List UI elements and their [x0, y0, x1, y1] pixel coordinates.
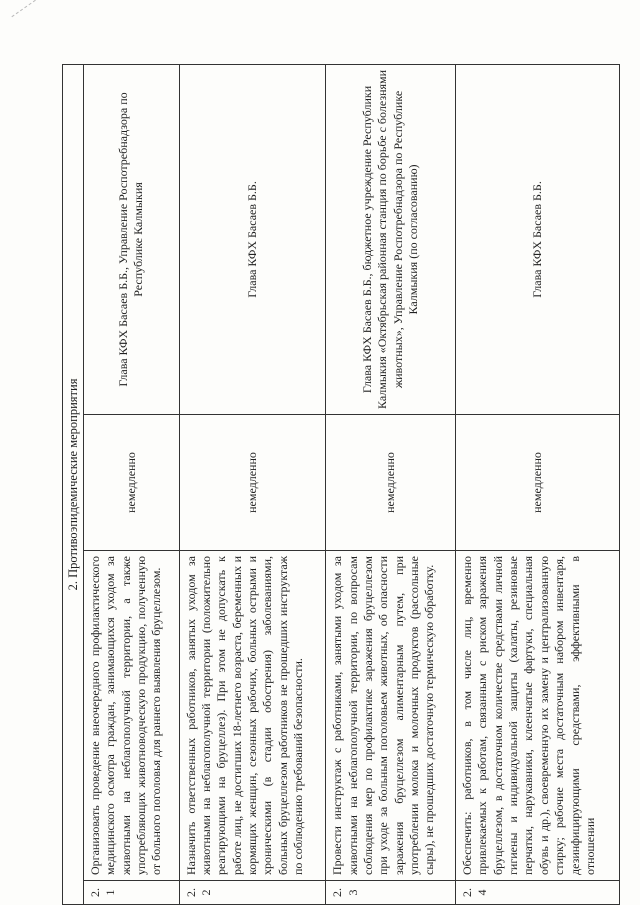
table-row [456, 64, 620, 904]
row-action: Обеспечить: работников, в том числе лиц, временно привлекаемых к работам, связанным с риском заражения бруцеллезом, в достаточном количестве средствами личной гигиены и индивидуальной защиты (халаты, резиновые перчатки, нарукавники, клеенчатые фартуки, специальная обувь и др.), своевременную их замену и централизованную стирку; рабочие места достаточным набором инвентаря, дезинфицирующими средствами, эффективными в отношении [456, 551, 620, 881]
measures-table-rotated [62, 65, 620, 905]
row-action: Назначить ответственных работников, занятых уходом за животными на неблагополучной территории (положительно реагирующими на бруцеллез). При этом не допускать к работе лиц, не достигших 18-летнего возраста, беременных и кормящих женщин, сезонных рабочих, больных острыми и хроническими (в стадии обострения) заболеваниями, больных бруцеллезом работников не прошедших инструктаж по соблюдению требований безопасности. [179, 551, 326, 881]
row-action: Организовать проведение внеочередного профилактического медицинского осмотра граждан, занимающихся уходом за животными на неблагополучной территории, а также употребляющих животноводческую продукцию, полученную от больного поголовья для раннего выявления бруцеллезом. [84, 551, 180, 881]
row-term: немедленно [456, 415, 620, 551]
measures-table [62, 64, 620, 905]
row-responsible: Глава КФХ Басаев Б.Б., Управление Роспотребнадзора по Республике Калмыкия [84, 64, 180, 414]
table-row [84, 64, 180, 904]
scan-edge [0, 0, 57, 17]
table-row [326, 64, 456, 904]
row-number: 2.2 [179, 881, 326, 905]
row-responsible: Глава КФХ Басаев Б.Б., бюджетное учреждение Республики Калмыкия «Октябрьская районная станция по борьбе с болезнями животных», Управление Роспотребнадзора по Республике Калмыкия (по согласованию) [326, 64, 456, 414]
row-number: 2.3 [326, 881, 456, 905]
row-action: Провести инструктаж с работниками, занятыми уходом за животными на неблагополучной территории, по вопросам соблюдения мер по профилактике заражения бруцеллезом при уходе за больным поголовьем животных, об опасности заражения бруцеллезом алиментарным путем, при употреблении молока и молочных продуктов (расcольные сыры), не прошедших достаточную термическую обработку. [326, 551, 456, 881]
row-number: 2.4 [456, 881, 620, 905]
section-title: 2. Противоэпидемические мероприятия [63, 64, 84, 904]
section-header-row [63, 64, 84, 904]
row-responsible: Глава КФХ Басаев Б.Б. [179, 64, 326, 414]
row-term: немедленно [84, 415, 180, 551]
row-responsible: Глава КФХ Басаев Б.Б. [456, 64, 620, 414]
table-row [179, 64, 326, 904]
row-term: немедленно [326, 415, 456, 551]
row-term: немедленно [179, 415, 326, 551]
row-number: 2.1 [84, 881, 180, 905]
